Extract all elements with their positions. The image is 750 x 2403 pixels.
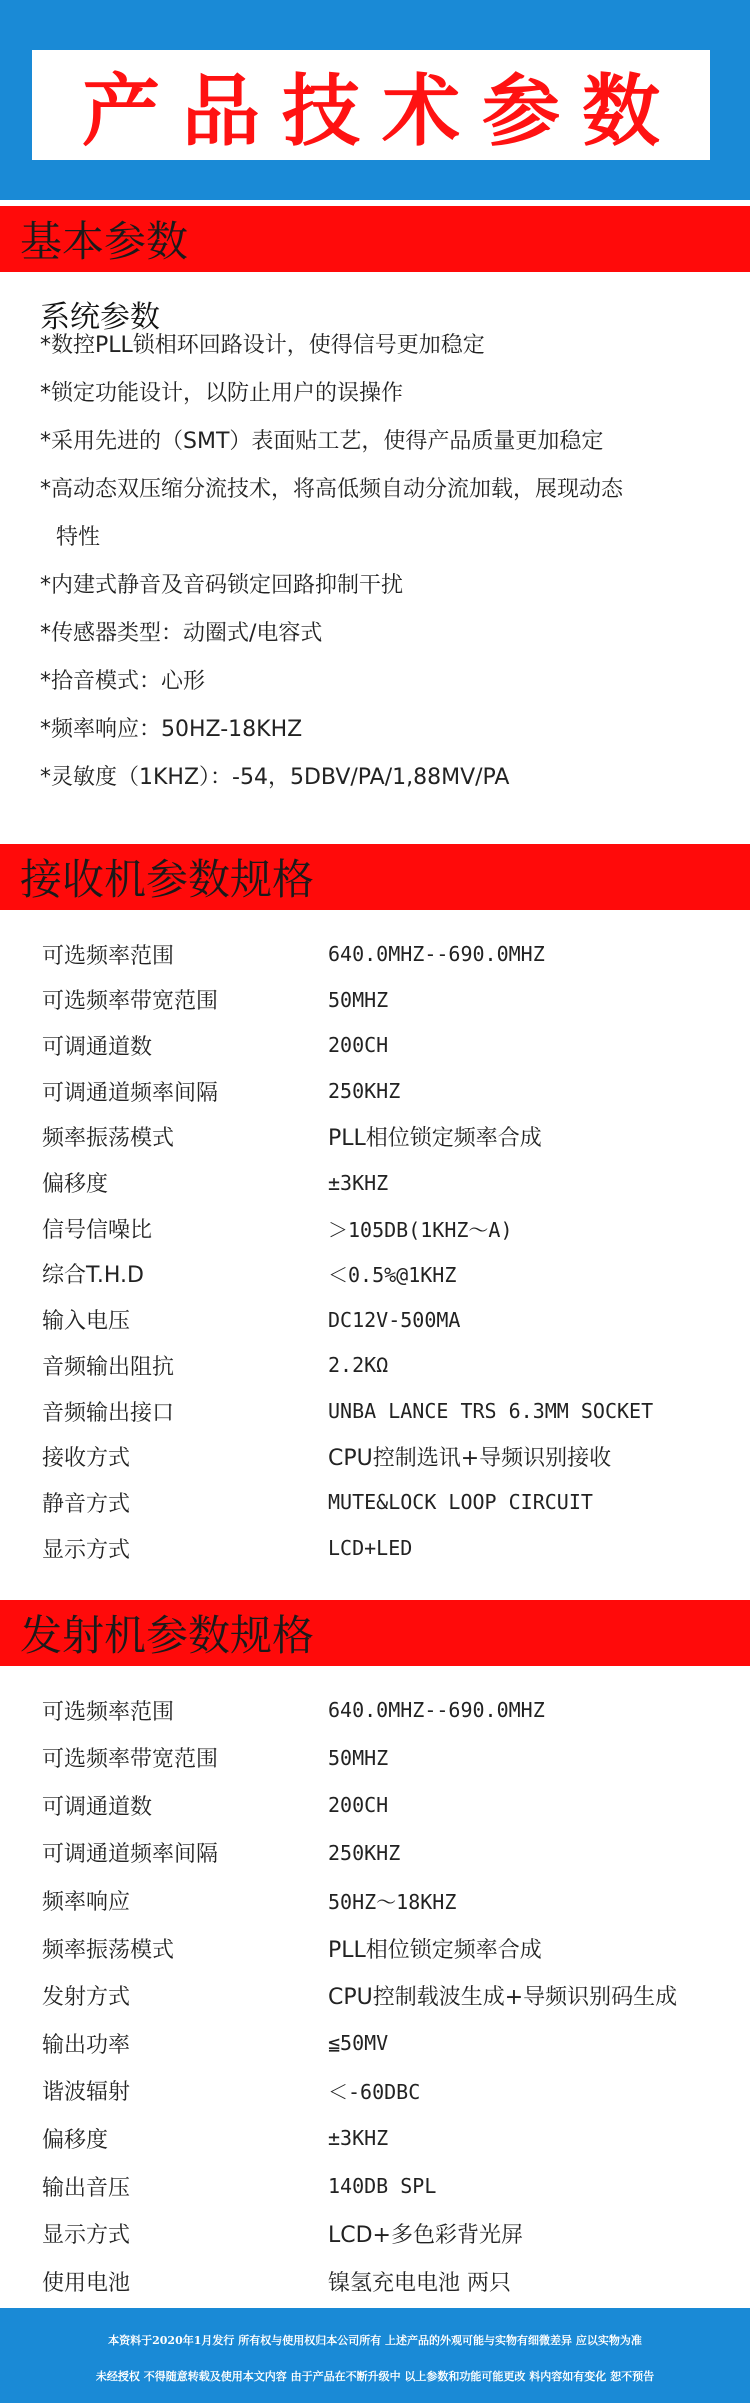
spec-row bbox=[0, 1736, 750, 1780]
spec-row bbox=[0, 932, 750, 976]
spec-label: 偏移度 bbox=[42, 1172, 109, 1197]
spec-row bbox=[0, 1831, 750, 1875]
spec-label: 使用电池 bbox=[42, 2270, 131, 2296]
spec-value: 镍氢充电电池 两只 bbox=[328, 2270, 511, 2296]
spec-row bbox=[0, 2116, 750, 2160]
spec-label: 可调通道数 bbox=[42, 1034, 153, 1060]
section-header-transmitter bbox=[0, 1600, 750, 1666]
spec-value: 50HZ～18KHZ bbox=[328, 1889, 457, 1914]
spec-label: 频率振荡模式 bbox=[42, 1937, 175, 1963]
spec-value: 640.0MHZ--690.0MHZ bbox=[328, 1698, 545, 1722]
spec-value: DC12V-500MA bbox=[328, 1307, 461, 1332]
spec-label: 输出功率 bbox=[42, 2032, 131, 2058]
feature-item: *传感器类型：动圈式/电容式 bbox=[40, 621, 323, 646]
spec-row bbox=[0, 978, 750, 1022]
spec-label: 可选频率范围 bbox=[42, 943, 175, 969]
spec-value: 250KHZ bbox=[328, 1840, 401, 1865]
spec-value: PLL相位锁定频率合成 bbox=[328, 1937, 542, 1963]
spec-row bbox=[0, 1480, 750, 1524]
spec-row bbox=[0, 1526, 750, 1570]
feature-item: *数控PLL锁相环回路设计，使得信号更加稳定 bbox=[40, 333, 485, 358]
spec-row bbox=[0, 2259, 750, 2303]
spec-value: 50MHZ bbox=[328, 1745, 389, 1770]
receiver-spec-panel bbox=[0, 910, 750, 1600]
page-title: 产品技术参数 bbox=[81, 67, 682, 157]
spec-label: 发射方式 bbox=[42, 1985, 131, 2011]
top-banner bbox=[0, 0, 750, 200]
spec-value: ＞105DB(1KHZ～A) bbox=[328, 1217, 513, 1242]
spec-label: 静音方式 bbox=[42, 1491, 131, 1517]
spec-label: 接收方式 bbox=[42, 1446, 131, 1472]
section-title-transmitter: 发射机参数规格 bbox=[20, 1611, 315, 1660]
spec-row bbox=[0, 2021, 750, 2065]
spec-value: PLL相位锁定频率合成 bbox=[328, 1126, 542, 1152]
spec-value: 200CH bbox=[328, 1033, 389, 1058]
spec-label: 可选频率带宽范围 bbox=[42, 989, 219, 1015]
section-header-basic bbox=[0, 206, 750, 272]
spec-label: 输入电压 bbox=[42, 1309, 131, 1335]
footer bbox=[0, 2308, 750, 2403]
feature-item: *内建式静音及音码锁定回路抑制干扰 bbox=[40, 573, 404, 598]
spec-row bbox=[0, 1688, 750, 1732]
spec-label: 偏移度 bbox=[42, 2127, 109, 2153]
spec-row bbox=[0, 1878, 750, 1922]
system-params-subheading: 系统参数 bbox=[40, 300, 160, 335]
title-bar bbox=[32, 50, 710, 160]
feature-item: *高动态双压缩分流技术，将高低频自动分流加载，展现动态 bbox=[40, 477, 624, 502]
spec-row bbox=[0, 1389, 750, 1433]
spec-value: ±3KHZ bbox=[328, 2126, 389, 2151]
transmitter-spec-panel bbox=[0, 1666, 750, 2308]
spec-label: 信号信噪比 bbox=[42, 1217, 153, 1243]
footer-line-2: 未经授权 不得随意转载及使用本文内容 由于产品在不断升级中 以上参数和功能可能更改 料内容如有变化 恕不预告 bbox=[95, 2370, 655, 2383]
spec-row bbox=[0, 1298, 750, 1342]
spec-value: LCD+多色彩背光屏 bbox=[328, 2223, 523, 2249]
spec-label: 显示方式 bbox=[42, 1537, 131, 1563]
spec-value: CPU控制选讯+导频识别接收 bbox=[328, 1446, 612, 1472]
footer-line-1: 本资料于2020年1月发行 所有权与使用权归本公司所有 上述产品的外观可能与实物有细微差异 应以实物为准 bbox=[108, 2334, 642, 2347]
spec-row bbox=[0, 1926, 750, 1970]
spec-label: 可调通道数 bbox=[42, 1794, 153, 1820]
feature-item: *灵敏度（1KHZ）：-54，5DBV/PA/1,88MV/PA bbox=[40, 765, 510, 790]
spec-label: 频率响应 bbox=[42, 1889, 131, 1915]
spec-label: 频率振荡模式 bbox=[42, 1126, 175, 1152]
spec-value: 2.2KΩ bbox=[328, 1353, 389, 1378]
spec-row bbox=[0, 1343, 750, 1387]
spec-value: ±3KHZ bbox=[328, 1170, 389, 1195]
feature-item: *采用先进的（SMT）表面贴工艺，使得产品质量更加稳定 bbox=[40, 429, 604, 454]
spec-label: 音频输出阻抗 bbox=[42, 1354, 175, 1380]
spec-row bbox=[0, 2069, 750, 2113]
spec-label: 可选频率带宽范围 bbox=[42, 1747, 219, 1773]
spec-value: MUTE&LOCK LOOP CIRCUIT bbox=[328, 1490, 593, 1515]
spec-row bbox=[0, 1435, 750, 1479]
spec-row bbox=[0, 1974, 750, 2018]
section-title-basic: 基本参数 bbox=[20, 217, 189, 266]
spec-row bbox=[0, 1069, 750, 1113]
spec-label: 音频输出接口 bbox=[42, 1400, 175, 1426]
spec-row bbox=[0, 1115, 750, 1159]
spec-value: ≦50MV bbox=[328, 2031, 389, 2056]
spec-label: 可选频率范围 bbox=[42, 1699, 175, 1725]
spec-label: 输出音压 bbox=[42, 2175, 131, 2201]
spec-value: ＜-60DBC bbox=[328, 2080, 421, 2105]
feature-item-continuation: 特性 bbox=[56, 525, 101, 550]
spec-value: 140DB SPL bbox=[328, 2174, 437, 2198]
spec-value: CPU控制载波生成+导频识别码生成 bbox=[328, 1985, 678, 2011]
feature-item: *锁定功能设计，以防止用户的误操作 bbox=[40, 381, 404, 406]
spec-value: 200CH bbox=[328, 1793, 389, 1818]
spec-label: 综合T.H.D bbox=[42, 1263, 144, 1289]
spec-row bbox=[0, 1023, 750, 1067]
spec-value: UNBA LANCE TRS 6.3MM SOCKET bbox=[328, 1399, 654, 1423]
spec-row bbox=[0, 1161, 750, 1205]
spec-row bbox=[0, 2164, 750, 2208]
spec-value: 640.0MHZ--690.0MHZ bbox=[328, 942, 545, 966]
spec-row bbox=[0, 1206, 750, 1250]
section-title-receiver: 接收机参数规格 bbox=[20, 855, 315, 904]
spec-value: 250KHZ bbox=[328, 1079, 401, 1104]
spec-value: ＜0.5%@1KHZ bbox=[328, 1263, 457, 1288]
basic-params-panel bbox=[0, 272, 750, 844]
spec-value: 50MHZ bbox=[328, 987, 389, 1012]
spec-row bbox=[0, 2212, 750, 2256]
spec-row bbox=[0, 1252, 750, 1296]
feature-item: *拾音模式：心形 bbox=[40, 669, 206, 694]
spec-label: 可调通道频率间隔 bbox=[42, 1080, 219, 1106]
feature-item: *频率响应：50HZ-18KHZ bbox=[40, 717, 303, 742]
spec-label: 可调通道频率间隔 bbox=[42, 1842, 219, 1868]
spec-row bbox=[0, 1783, 750, 1827]
spec-label: 谐波辐射 bbox=[42, 2080, 131, 2106]
section-header-receiver bbox=[0, 844, 750, 910]
spec-value: LCD+LED bbox=[328, 1536, 413, 1561]
spec-label: 显示方式 bbox=[42, 2223, 131, 2249]
